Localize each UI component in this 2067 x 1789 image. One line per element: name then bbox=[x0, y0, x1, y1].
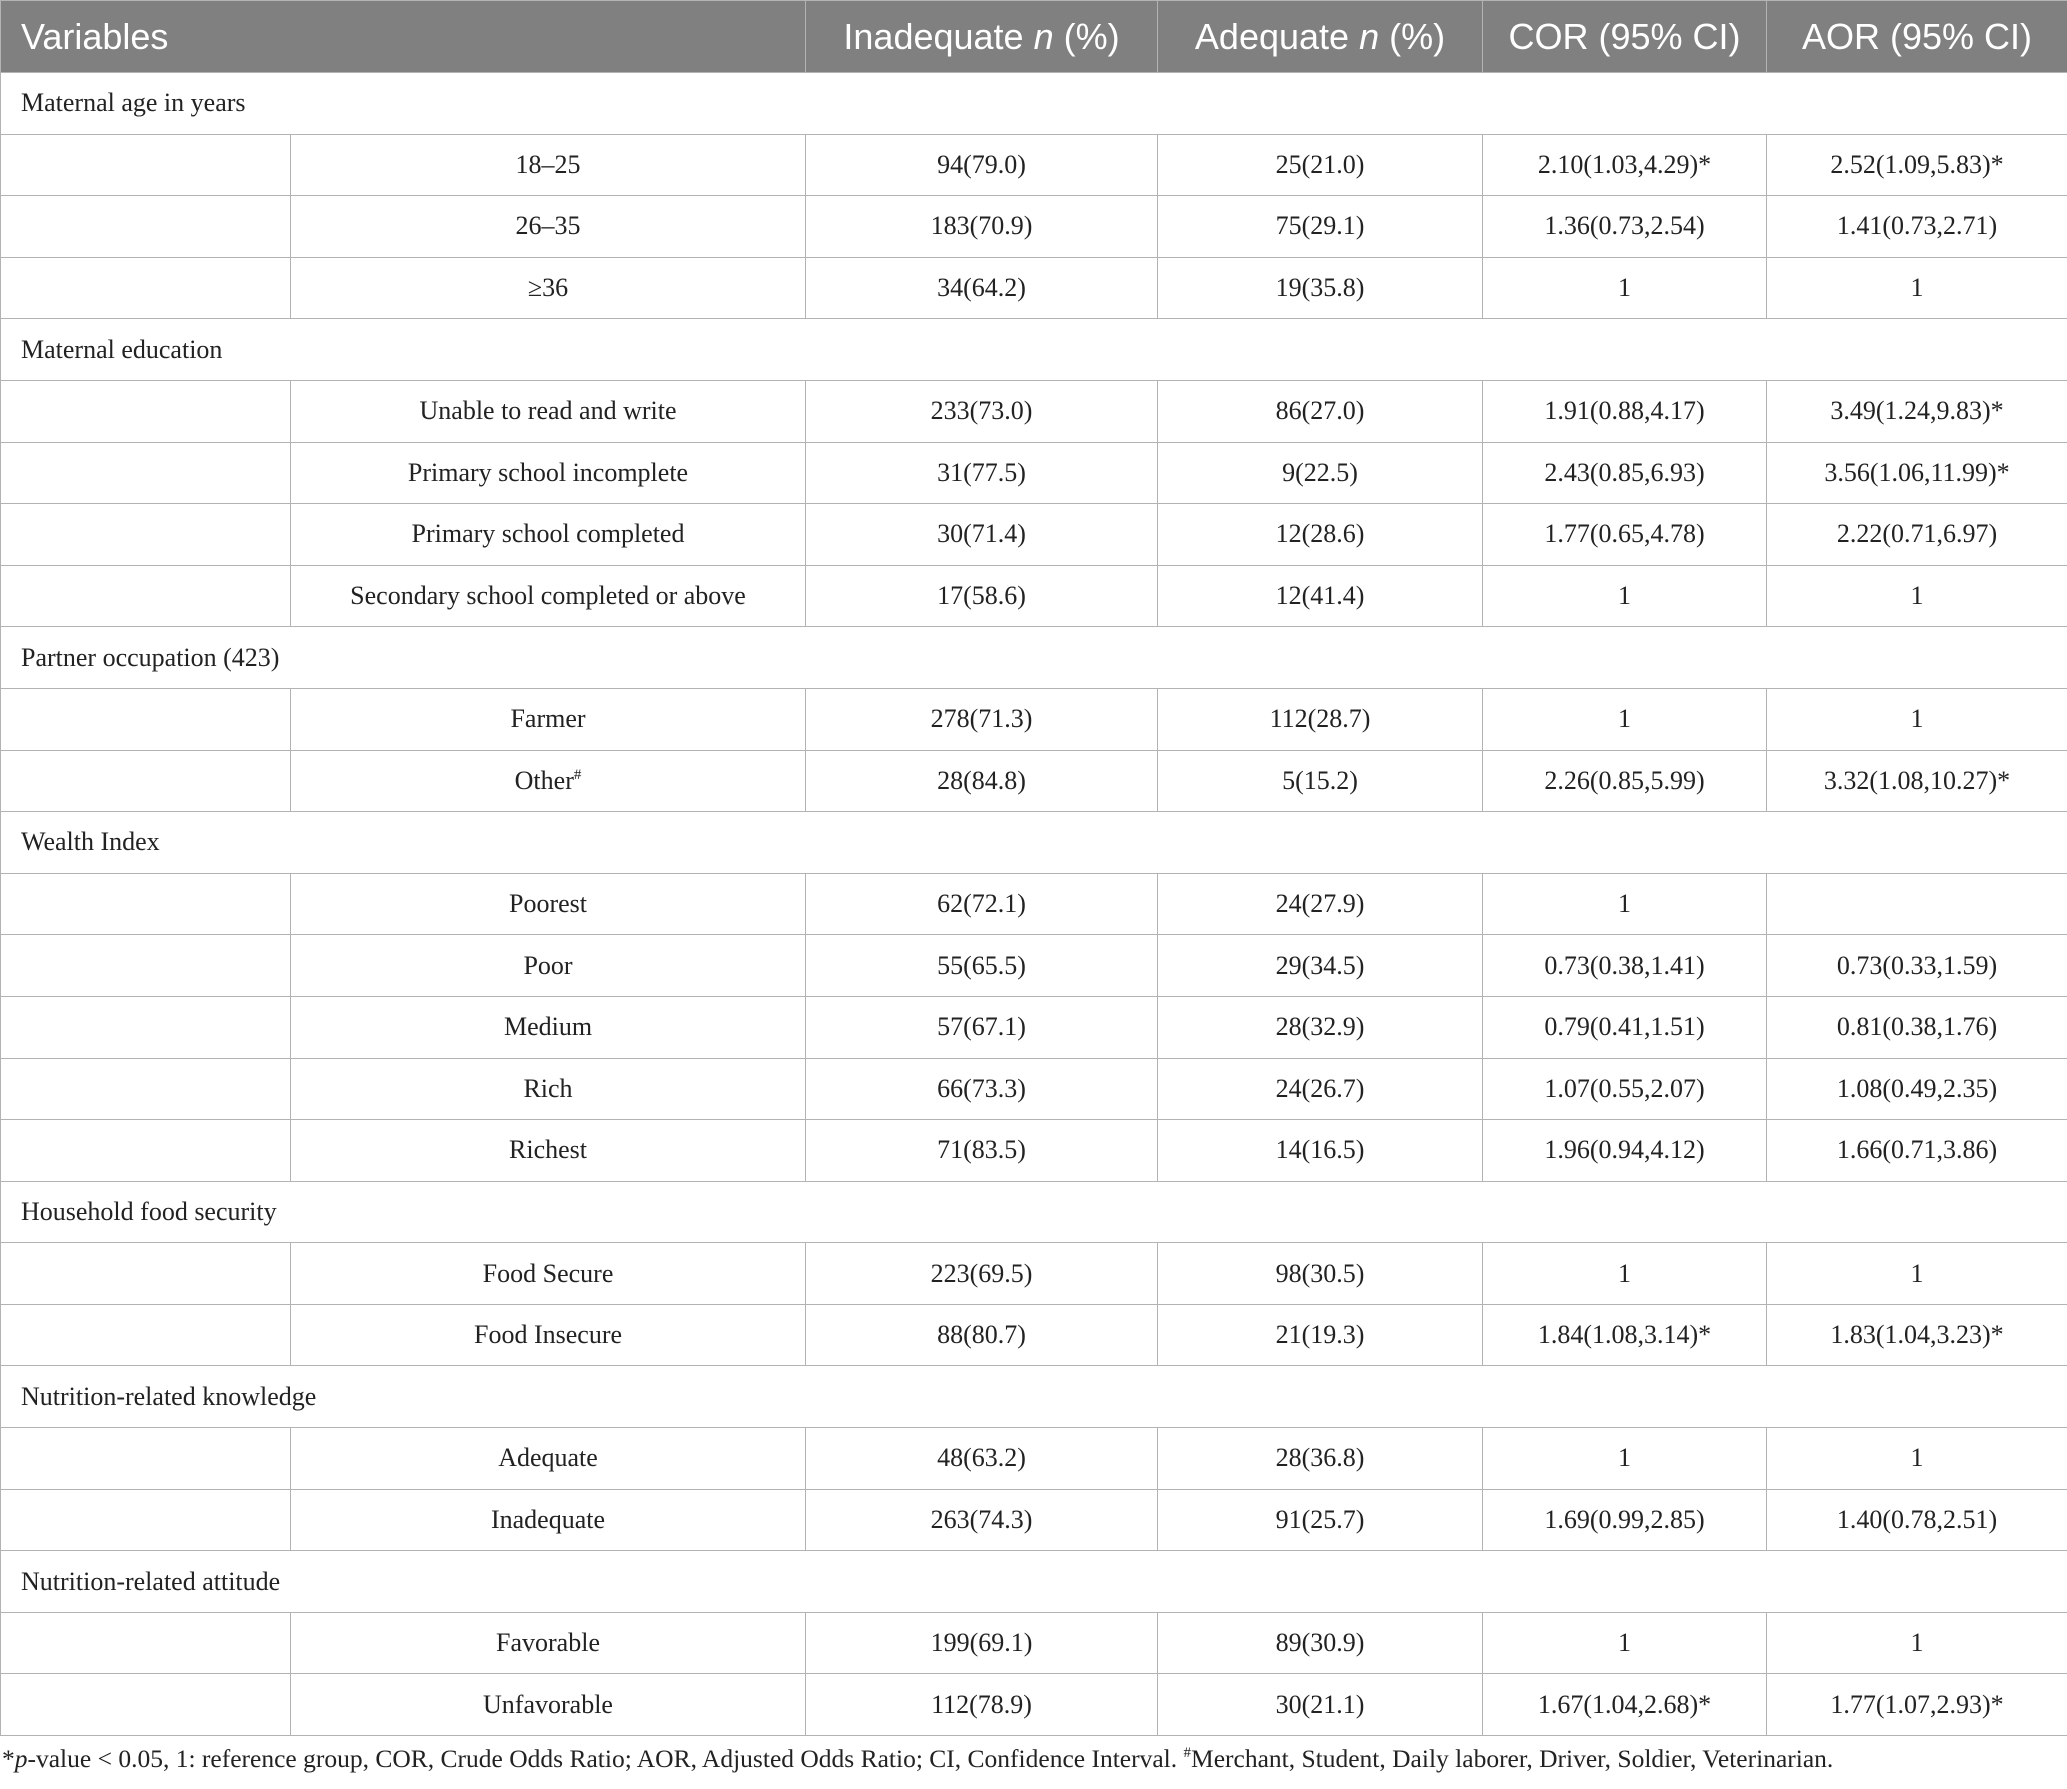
category-label: Unfavorable bbox=[483, 1689, 613, 1719]
indent-cell bbox=[1, 750, 291, 812]
adequate-cell: 30(21.1) bbox=[1158, 1674, 1483, 1736]
section-header-row bbox=[1, 627, 2067, 689]
category-label: Poorest bbox=[509, 889, 587, 919]
header-row bbox=[1, 1, 2067, 73]
aor-cell: 1 bbox=[1767, 565, 2067, 627]
table-row bbox=[1, 1428, 2067, 1490]
table-row bbox=[1, 1058, 2067, 1120]
category-cell bbox=[291, 1612, 806, 1674]
inadequate-cell: 55(65.5) bbox=[806, 935, 1158, 997]
category-label: Adequate bbox=[498, 1443, 598, 1473]
table-row bbox=[1, 1674, 2067, 1736]
category-cell bbox=[291, 196, 806, 258]
table-row bbox=[1, 1120, 2067, 1182]
aor-cell: 1 bbox=[1767, 257, 2067, 319]
adequate-cell: 112(28.7) bbox=[1158, 688, 1483, 750]
inadequate-cell: 57(67.1) bbox=[806, 996, 1158, 1058]
inadequate-cell: 62(72.1) bbox=[806, 873, 1158, 935]
category-label: Other bbox=[514, 765, 574, 795]
inadequate-cell: 71(83.5) bbox=[806, 1120, 1158, 1182]
cor-cell: 1.96(0.94,4.12) bbox=[1483, 1120, 1767, 1182]
cor-cell: 1.84(1.08,3.14)* bbox=[1483, 1304, 1767, 1366]
aor-cell: 1.40(0.78,2.51) bbox=[1767, 1489, 2067, 1551]
cor-cell: 1.69(0.99,2.85) bbox=[1483, 1489, 1767, 1551]
inadequate-cell: 88(80.7) bbox=[806, 1304, 1158, 1366]
cor-cell: 1.91(0.88,4.17) bbox=[1483, 380, 1767, 442]
adequate-cell: 19(35.8) bbox=[1158, 257, 1483, 319]
category-label: Poor bbox=[523, 950, 573, 980]
table-row bbox=[1, 1612, 2067, 1674]
adequate-cell: 89(30.9) bbox=[1158, 1612, 1483, 1674]
inadequate-cell: 278(71.3) bbox=[806, 688, 1158, 750]
category-label: 18–25 bbox=[515, 149, 581, 179]
table-row bbox=[1, 1304, 2067, 1366]
cor-cell: 2.26(0.85,5.99) bbox=[1483, 750, 1767, 812]
aor-cell: 2.52(1.09,5.83)* bbox=[1767, 134, 2067, 196]
indent-cell bbox=[1, 1428, 291, 1490]
table-row bbox=[1, 1243, 2067, 1305]
indent-cell bbox=[1, 380, 291, 442]
footnote-p: p bbox=[14, 1744, 28, 1773]
indent-cell bbox=[1, 1489, 291, 1551]
category-cell bbox=[291, 442, 806, 504]
cor-cell: 1 bbox=[1483, 688, 1767, 750]
adequate-cell: 28(32.9) bbox=[1158, 996, 1483, 1058]
cor-cell: 0.73(0.38,1.41) bbox=[1483, 935, 1767, 997]
inadequate-cell: 94(79.0) bbox=[806, 134, 1158, 196]
section-header-row bbox=[1, 812, 2067, 874]
category-label: Farmer bbox=[510, 704, 586, 734]
footnote-star: * bbox=[2, 1744, 15, 1773]
inadequate-cell: 112(78.9) bbox=[806, 1674, 1158, 1736]
adequate-cell: 91(25.7) bbox=[1158, 1489, 1483, 1551]
section-title: Wealth Index bbox=[1, 812, 2067, 874]
indent-cell bbox=[1, 1120, 291, 1182]
category-label: Richest bbox=[509, 1135, 587, 1165]
table-row bbox=[1, 935, 2067, 997]
aor-cell: 0.81(0.38,1.76) bbox=[1767, 996, 2067, 1058]
indent-cell bbox=[1, 134, 291, 196]
table-body bbox=[1, 73, 2067, 1736]
adequate-cell: 25(21.0) bbox=[1158, 134, 1483, 196]
cor-cell: 1.77(0.65,4.78) bbox=[1483, 504, 1767, 566]
cor-cell: 1 bbox=[1483, 1612, 1767, 1674]
adequate-cell: 12(41.4) bbox=[1158, 565, 1483, 627]
adequate-cell: 9(22.5) bbox=[1158, 442, 1483, 504]
adequate-cell: 28(36.8) bbox=[1158, 1428, 1483, 1490]
aor-cell: 2.22(0.71,6.97) bbox=[1767, 504, 2067, 566]
category-cell bbox=[291, 134, 806, 196]
inadequate-cell: 263(74.3) bbox=[806, 1489, 1158, 1551]
table-row bbox=[1, 134, 2067, 196]
footnote-hash-text: Merchant, Student, Daily laborer, Driver, Soldier, Veterinarian. bbox=[1191, 1744, 1834, 1773]
inadequate-cell: 28(84.8) bbox=[806, 750, 1158, 812]
inadequate-cell: 48(63.2) bbox=[806, 1428, 1158, 1490]
inadequate-cell: 199(69.1) bbox=[806, 1612, 1158, 1674]
inadequate-cell: 66(73.3) bbox=[806, 1058, 1158, 1120]
category-footnote-mark: # bbox=[573, 766, 582, 783]
section-header-row bbox=[1, 73, 2067, 135]
adequate-cell: 75(29.1) bbox=[1158, 196, 1483, 258]
section-title: Household food security bbox=[1, 1181, 2067, 1243]
indent-cell bbox=[1, 1612, 291, 1674]
table-row bbox=[1, 380, 2067, 442]
inadequate-cell: 34(64.2) bbox=[806, 257, 1158, 319]
footnote-text: -value < 0.05, 1: reference group, COR, Crude Odds Ratio; AOR, Adjusted Odds Ratio; CI, Confidence Interval. bbox=[27, 1744, 1184, 1773]
table-row bbox=[1, 750, 2067, 812]
aor-cell: 1.41(0.73,2.71) bbox=[1767, 196, 2067, 258]
section-title: Partner occupation (423) bbox=[1, 627, 2067, 689]
table-row bbox=[1, 565, 2067, 627]
section-header-row bbox=[1, 1551, 2067, 1613]
category-cell bbox=[291, 1058, 806, 1120]
table-row bbox=[1, 257, 2067, 319]
adequate-cell: 98(30.5) bbox=[1158, 1243, 1483, 1305]
aor-cell: 0.73(0.33,1.59) bbox=[1767, 935, 2067, 997]
category-label: Food Insecure bbox=[474, 1320, 623, 1350]
header-adequate: Adequate n (%) bbox=[1158, 1, 1483, 73]
inadequate-cell: 30(71.4) bbox=[806, 504, 1158, 566]
inadequate-cell: 183(70.9) bbox=[806, 196, 1158, 258]
cor-cell: 1.36(0.73,2.54) bbox=[1483, 196, 1767, 258]
table-row bbox=[1, 504, 2067, 566]
category-label: 26–35 bbox=[515, 211, 581, 241]
category-label: Food Secure bbox=[482, 1258, 614, 1288]
header-variables: Variables bbox=[1, 1, 806, 73]
indent-cell bbox=[1, 1058, 291, 1120]
header-cor: COR (95% CI) bbox=[1483, 1, 1767, 73]
indent-cell bbox=[1, 996, 291, 1058]
adequate-cell: 12(28.6) bbox=[1158, 504, 1483, 566]
category-cell bbox=[291, 1243, 806, 1305]
aor-cell bbox=[1767, 873, 2067, 935]
category-cell bbox=[291, 504, 806, 566]
category-label: Favorable bbox=[496, 1628, 600, 1658]
section-title: Maternal education bbox=[1, 319, 2067, 381]
cor-cell: 1 bbox=[1483, 1243, 1767, 1305]
cor-cell: 1 bbox=[1483, 565, 1767, 627]
indent-cell bbox=[1, 1304, 291, 1366]
cor-cell: 1.07(0.55,2.07) bbox=[1483, 1058, 1767, 1120]
adequate-cell: 29(34.5) bbox=[1158, 935, 1483, 997]
indent-cell bbox=[1, 688, 291, 750]
category-label: Rich bbox=[523, 1073, 573, 1103]
section-title: Nutrition-related attitude bbox=[1, 1551, 2067, 1613]
category-cell bbox=[291, 688, 806, 750]
indent-cell bbox=[1, 873, 291, 935]
category-cell bbox=[291, 750, 806, 812]
table-row bbox=[1, 873, 2067, 935]
table-row bbox=[1, 688, 2067, 750]
category-label: Primary school incomplete bbox=[407, 457, 689, 487]
category-cell bbox=[291, 565, 806, 627]
aor-cell: 1 bbox=[1767, 1428, 2067, 1490]
cor-cell: 1 bbox=[1483, 257, 1767, 319]
indent-cell bbox=[1, 935, 291, 997]
adequate-cell: 21(19.3) bbox=[1158, 1304, 1483, 1366]
cor-cell: 2.43(0.85,6.93) bbox=[1483, 442, 1767, 504]
cor-cell: 1.67(1.04,2.68)* bbox=[1483, 1674, 1767, 1736]
aor-cell: 1 bbox=[1767, 1243, 2067, 1305]
inadequate-cell: 17(58.6) bbox=[806, 565, 1158, 627]
adequate-cell: 24(26.7) bbox=[1158, 1058, 1483, 1120]
category-cell bbox=[291, 996, 806, 1058]
adequate-cell: 86(27.0) bbox=[1158, 380, 1483, 442]
category-cell bbox=[291, 873, 806, 935]
category-label: Unable to read and write bbox=[419, 396, 677, 426]
category-label: Primary school completed bbox=[411, 519, 685, 549]
indent-cell bbox=[1, 196, 291, 258]
aor-cell: 1.77(1.07,2.93)* bbox=[1767, 1674, 2067, 1736]
inadequate-cell: 31(77.5) bbox=[806, 442, 1158, 504]
table-row bbox=[1, 1489, 2067, 1551]
section-title: Nutrition-related knowledge bbox=[1, 1366, 2067, 1428]
category-label: Secondary school completed or above bbox=[350, 581, 746, 611]
indent-cell bbox=[1, 1243, 291, 1305]
category-cell bbox=[291, 1304, 806, 1366]
aor-cell: 1 bbox=[1767, 688, 2067, 750]
table-row bbox=[1, 442, 2067, 504]
category-cell bbox=[291, 380, 806, 442]
indent-cell bbox=[1, 257, 291, 319]
indent-cell bbox=[1, 1674, 291, 1736]
category-cell bbox=[291, 1120, 806, 1182]
category-label: Inadequate bbox=[490, 1504, 606, 1534]
category-cell bbox=[291, 1428, 806, 1490]
category-cell bbox=[291, 1674, 806, 1736]
aor-cell: 3.49(1.24,9.83)* bbox=[1767, 380, 2067, 442]
adequate-cell: 14(16.5) bbox=[1158, 1120, 1483, 1182]
category-label: Medium bbox=[503, 1012, 593, 1042]
aor-cell: 1.83(1.04,3.23)* bbox=[1767, 1304, 2067, 1366]
category-label: ≥36 bbox=[527, 273, 569, 303]
header-aor: AOR (95% CI) bbox=[1767, 1, 2067, 73]
category-cell bbox=[291, 935, 806, 997]
category-cell bbox=[291, 1489, 806, 1551]
table-row bbox=[1, 196, 2067, 258]
table-footnote bbox=[2, 1744, 2062, 1774]
header-inadequate: Inadequate n (%) bbox=[806, 1, 1158, 73]
cor-cell: 0.79(0.41,1.51) bbox=[1483, 996, 1767, 1058]
cor-cell: 1 bbox=[1483, 1428, 1767, 1490]
aor-cell: 1 bbox=[1767, 1612, 2067, 1674]
cor-cell: 2.10(1.03,4.29)* bbox=[1483, 134, 1767, 196]
indent-cell bbox=[1, 565, 291, 627]
inadequate-cell: 233(73.0) bbox=[806, 380, 1158, 442]
footnote-hash: # bbox=[1183, 1745, 1192, 1761]
aor-cell: 1.08(0.49,2.35) bbox=[1767, 1058, 2067, 1120]
aor-cell: 3.32(1.08,10.27)* bbox=[1767, 750, 2067, 812]
aor-cell: 3.56(1.06,11.99)* bbox=[1767, 442, 2067, 504]
section-title: Maternal age in years bbox=[1, 73, 2067, 135]
cor-cell: 1 bbox=[1483, 873, 1767, 935]
section-header-row bbox=[1, 1181, 2067, 1243]
inadequate-cell: 223(69.5) bbox=[806, 1243, 1158, 1305]
table-row bbox=[1, 996, 2067, 1058]
section-header-row bbox=[1, 319, 2067, 381]
adequate-cell: 5(15.2) bbox=[1158, 750, 1483, 812]
category-cell bbox=[291, 257, 806, 319]
indent-cell bbox=[1, 442, 291, 504]
aor-cell: 1.66(0.71,3.86) bbox=[1767, 1120, 2067, 1182]
indent-cell bbox=[1, 504, 291, 566]
adequate-cell: 24(27.9) bbox=[1158, 873, 1483, 935]
section-header-row bbox=[1, 1366, 2067, 1428]
